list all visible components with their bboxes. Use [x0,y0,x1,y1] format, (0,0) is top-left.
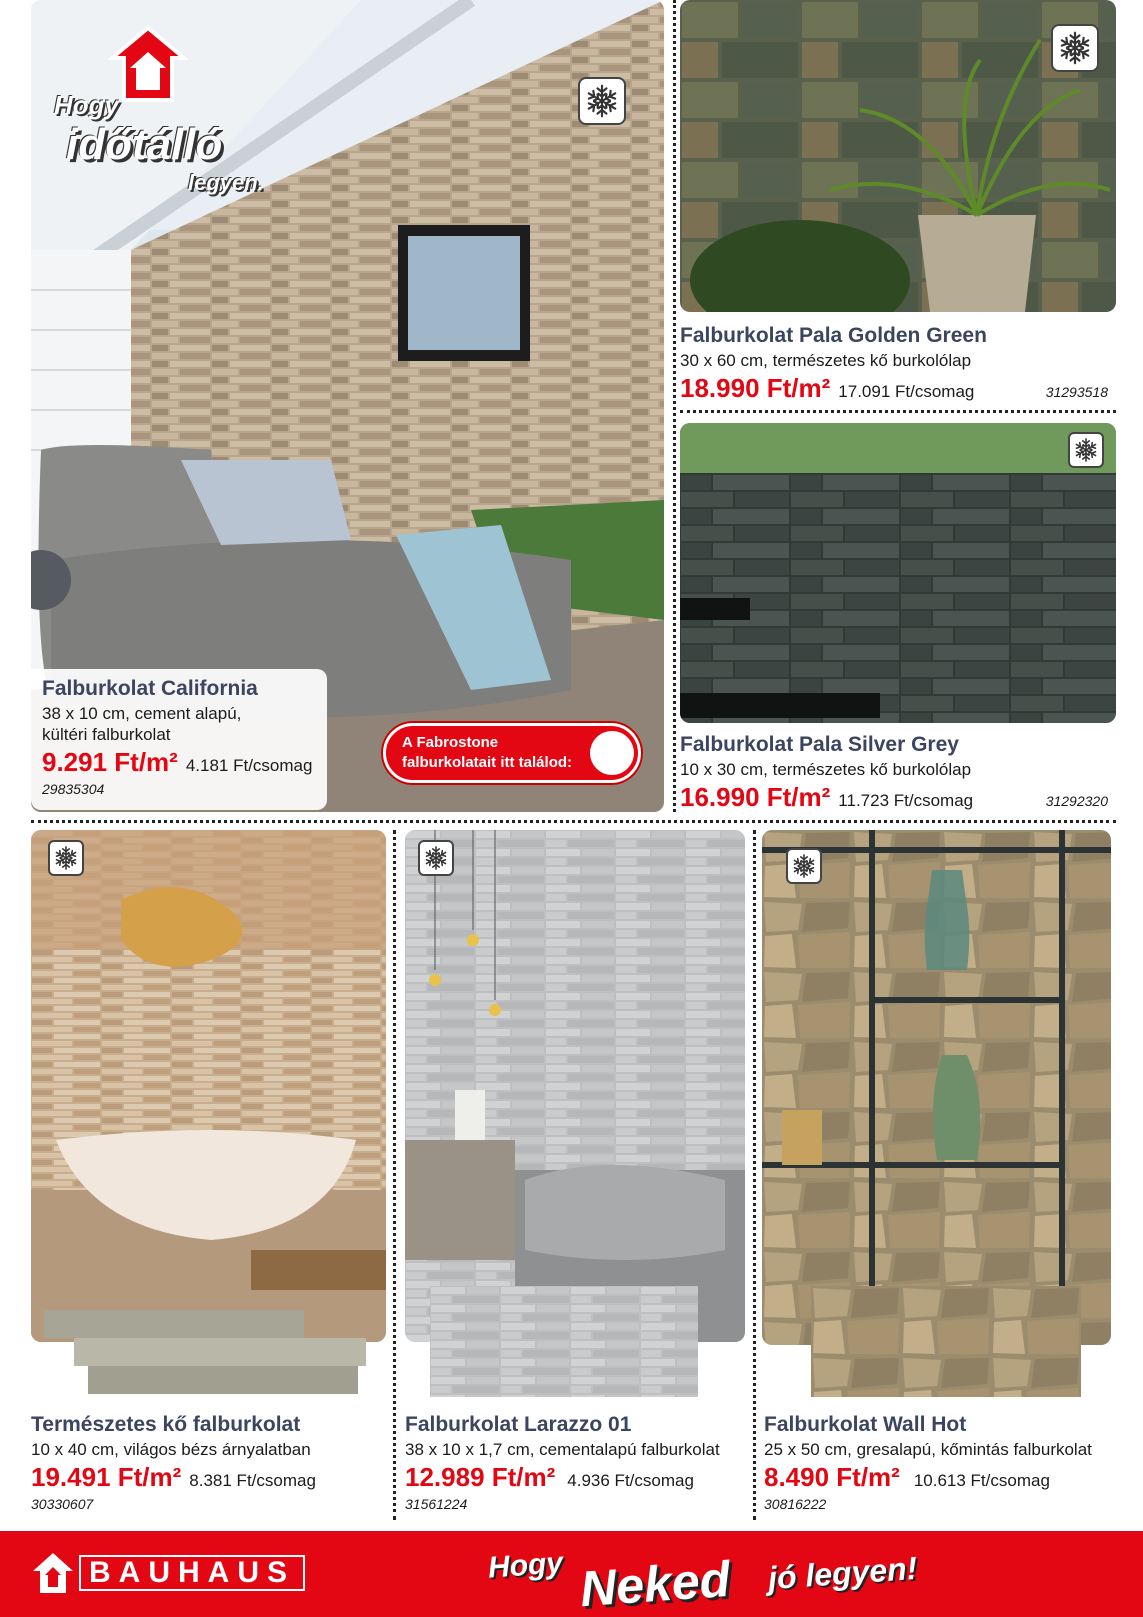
snowflake-icon [1068,432,1104,468]
golden-green-info [680,324,1116,407]
product-pack-price: 11.723 Ft/csomag [838,791,974,810]
snowflake-icon [418,840,454,876]
slogan-hogy: Hogy [486,1546,565,1585]
badge-line2: időtálló [66,120,223,169]
product-title: Természetes kő falburkolat [31,1413,301,1436]
photo-silver-grey [680,423,1116,723]
california-info [42,677,312,797]
product-pack-price: 17.091 Ft/csomag [838,382,975,401]
product-desc: 25 x 50 cm, gresalapú, kőmintás falburkolat [764,1440,1092,1459]
swatch-larazzo [430,1286,698,1397]
fabrostone-pill[interactable] [383,723,641,783]
product-sku: 30330607 [31,1496,94,1512]
slogan-neked: Neked [578,1550,732,1617]
product-price: 8.490 Ft/m² [764,1462,900,1492]
badge-house-icon [108,24,188,104]
natural-stone-info [31,1413,316,1512]
photo-natural-stone [31,830,386,1342]
bauhaus-wordmark: BAUHAUS [79,1555,305,1591]
divider-vertical-top [673,0,676,812]
product-title: Falburkolat Pala Silver Grey [680,733,959,756]
footer-slogan [488,1539,948,1615]
fabrostone-line2: falburkolatait itt találod: [402,754,573,771]
divider-horizontal-middle [31,820,1116,823]
product-pack-price: 10.613 Ft/csomag [913,1471,1050,1490]
photo-wall-hot [762,830,1111,1345]
product-desc: 38 x 10 x 1,7 cm, cementalapú falburkolat [405,1440,720,1459]
larazzo-info [405,1413,720,1512]
product-pack-price: 4.936 Ft/csomag [567,1471,694,1490]
photo-larazzo [405,830,745,1342]
product-title: Falburkolat Pala Golden Green [680,324,987,347]
product-pack-price: 4.181 Ft/csomag [185,756,313,775]
slogan-jo-legyen: jó legyen! [766,1549,919,1597]
product-desc: 10 x 30 cm, természetes kő burkolólap [680,760,972,779]
product-price: 16.990 Ft/m² [680,782,831,812]
product-price: 12.989 Ft/m² [405,1462,556,1492]
product-pack-price: 8.381 Ft/csomag [189,1471,316,1490]
product-price: 19.491 Ft/m² [31,1462,182,1492]
product-sku: 31561224 [405,1496,468,1512]
swatch-wall-hot [811,1286,1081,1397]
divider-vertical-bottom-1 [393,830,396,1520]
product-price: 18.990 Ft/m² [680,373,831,403]
bauhaus-house-icon [31,1551,75,1595]
product-desc-1: 38 x 10 cm, cement alapú, [42,704,242,723]
snowflake-icon [578,77,626,125]
product-desc-2: kültéri falburkolat [42,725,171,744]
product-price: 9.291 Ft/m² [42,747,178,777]
hero-badge [48,24,308,204]
divider-horizontal-right [680,410,1116,413]
fabrostone-line1: A Fabrostone [402,734,499,751]
silver-grey-info [680,733,1116,816]
product-title: Falburkolat California [42,677,258,700]
product-title: Falburkolat Wall Hot [764,1413,967,1436]
wall-hot-info [764,1413,1092,1512]
divider-vertical-bottom-2 [753,830,756,1520]
footer-bar [0,1531,1143,1617]
snowflake-icon [1051,24,1099,72]
badge-line3: legyen. [188,170,264,195]
product-desc: 10 x 40 cm, világos bézs árnyalatban [31,1440,311,1459]
product-sku: 30816222 [764,1496,827,1512]
bauhaus-logo[interactable] [31,1551,305,1595]
fabrostone-qr-circle[interactable] [590,731,634,775]
snowflake-icon [48,840,84,876]
swatch-natural-stone [44,1310,366,1395]
badge-line1: Hogy [54,90,119,120]
product-sku: 31292320 [1045,793,1108,809]
snowflake-icon [786,848,822,884]
product-sku: 29835304 [42,781,105,797]
product-title: Falburkolat Larazzo 01 [405,1413,632,1436]
product-sku: 31293518 [1045,384,1108,400]
product-desc: 30 x 60 cm, természetes kő burkolólap [680,351,972,370]
